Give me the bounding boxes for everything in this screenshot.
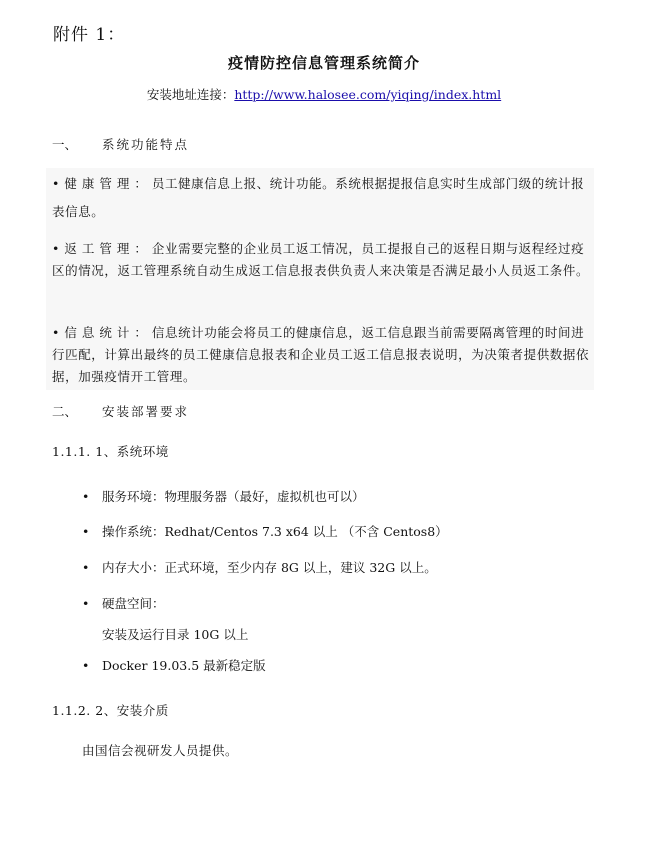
list-item-text: 操作系统：Redhat/Centos 7.3 x64 以上 （不含 Centos8）: [102, 524, 448, 539]
list-item-server: [82, 487, 365, 505]
media-heading: 1.1.2. 2、安装介质: [52, 703, 169, 718]
section-2-heading: [52, 402, 189, 420]
install-url-link[interactable]: http://www.halosee.com/yiqing/index.html: [234, 87, 502, 102]
section-2-number: 二、: [52, 404, 78, 419]
list-item-text: Docker 19.03.5 最新稳定版: [102, 658, 266, 673]
section-1-title: 系统功能特点: [102, 137, 190, 152]
section-1-heading: [52, 135, 189, 153]
annex-label: 附件 1：: [53, 25, 126, 45]
list-item-os: [82, 522, 448, 540]
bullet-icon: •: [82, 560, 90, 575]
install-address-line: [0, 85, 648, 103]
feature-stats: [52, 322, 592, 388]
list-item-text: 硬盘空间：: [102, 596, 165, 611]
bullet-icon: •: [82, 489, 90, 504]
bullet-icon: •: [82, 658, 90, 673]
feature-return-label: •返工管理：: [52, 241, 152, 256]
list-item-disk: [82, 594, 165, 612]
feature-health-label: •健康管理：: [52, 176, 152, 191]
section-1-number: 一、: [52, 137, 78, 152]
feature-stats-label: •信息统计：: [52, 325, 152, 340]
feature-stats-text: 信息统计功能会将员工的健康信息，返工信息跟当前需要隔离管理的时间进行匹配，计算出最终的员工健康信息报表和企业员工返工信息报表说明，为决策者提供数据依据，加强疫情开工管理。: [52, 325, 590, 384]
document-title: 疫情防控信息管理系统简介: [227, 54, 420, 72]
bullet-icon: •: [82, 596, 90, 611]
list-item-docker: [82, 656, 266, 674]
section-2-title: 安装部署要求: [102, 404, 190, 419]
list-item-text: 内存大小：正式环境，至少内存 8G 以上，建议 32G 以上。: [102, 560, 437, 575]
list-item-text: 服务环境：物理服务器（最好，虚拟机也可以）: [102, 489, 365, 504]
install-address-label: 安装地址连接：: [146, 87, 235, 102]
feature-return-text: 企业需要完整的企业员工返工情况，员工提报自己的返程日期与返程经过疫区的情况，返工管理系统自动生成返工信息报表供负责人来决策是否满足最小人员返工条件。: [52, 241, 590, 278]
feature-health-text: 员工健康信息上报、统计功能。系统根据提报信息实时生成部门级的统计报表信息。: [52, 176, 585, 219]
media-text: 由国信会视研发人员提供。: [82, 743, 239, 758]
env-heading: 1.1.1. 1、系统环境: [52, 444, 169, 459]
list-item-memory: [82, 558, 437, 576]
feature-health: [52, 170, 592, 226]
disk-detail: 安装及运行目录 10G 以上: [102, 627, 249, 642]
bullet-icon: •: [82, 524, 90, 539]
feature-return: [52, 238, 592, 282]
